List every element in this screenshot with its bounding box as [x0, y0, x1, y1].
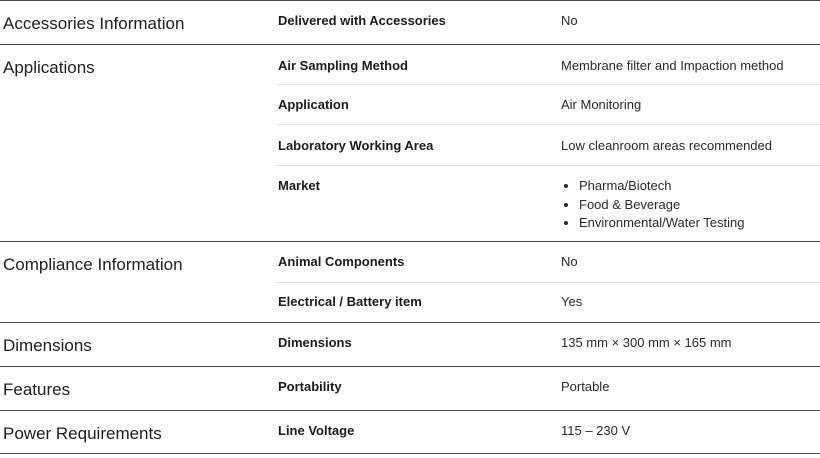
section-rows	[275, 323, 820, 366]
section-features	[0, 367, 820, 411]
section-dimensions	[0, 323, 820, 367]
spec-label: Laboratory Working Area	[278, 138, 434, 153]
section-applications	[0, 45, 820, 242]
spec-value: 135 mm × 300 mm × 165 mm	[561, 335, 732, 350]
spec-row	[275, 411, 820, 453]
list-item: • Pharma/Biotech	[579, 177, 820, 196]
spec-row	[275, 242, 820, 282]
spec-row	[275, 367, 820, 410]
spec-label: Electrical / Battery item	[278, 294, 422, 309]
section-compliance-information	[0, 242, 820, 323]
list-item: • Food & Beverage	[579, 196, 820, 215]
spec-value	[561, 166, 820, 241]
section-rows	[275, 367, 820, 410]
section-rows	[275, 1, 820, 44]
spec-value: No	[561, 13, 578, 28]
section-power-requirements	[0, 411, 820, 454]
spec-label: Application	[278, 97, 349, 112]
section-title: Power Requirements	[3, 424, 162, 443]
section-rows	[275, 45, 820, 241]
spec-label: Line Voltage	[278, 423, 355, 438]
section-title: Compliance Information	[3, 255, 183, 274]
spec-value: Membrane filter and Impaction method	[561, 58, 784, 73]
spec-row	[275, 323, 820, 366]
section-title: Accessories Information	[3, 14, 185, 33]
section-rows	[275, 411, 820, 453]
spec-row	[275, 84, 820, 124]
spec-row	[275, 1, 820, 44]
spec-row	[275, 45, 820, 84]
spec-value: 115 – 230 V	[561, 423, 631, 438]
spec-value: Yes	[561, 294, 583, 309]
spec-label: Delivered with Accessories	[278, 13, 446, 28]
spec-row	[275, 282, 820, 322]
section-rows	[275, 242, 820, 322]
spec-value: Low cleanroom areas recommended	[561, 138, 772, 153]
spec-label: Market	[278, 178, 320, 193]
spec-row	[275, 124, 820, 165]
section-title: Dimensions	[3, 336, 92, 355]
section-title: Applications	[3, 58, 95, 77]
spec-label: Air Sampling Method	[278, 58, 408, 73]
spec-value: Portable	[561, 379, 610, 394]
spec-label: Animal Components	[278, 254, 405, 269]
spec-row	[275, 165, 820, 241]
spec-value: Air Monitoring	[561, 97, 642, 112]
spec-label: Dimensions	[278, 335, 352, 350]
list-item: • Environmental/Water Testing	[579, 214, 820, 233]
section-title: Features	[3, 380, 71, 399]
spec-label: Portability	[278, 379, 342, 394]
section-accessories-information	[0, 0, 820, 45]
market-list	[561, 177, 820, 233]
spec-value: No	[561, 254, 578, 269]
